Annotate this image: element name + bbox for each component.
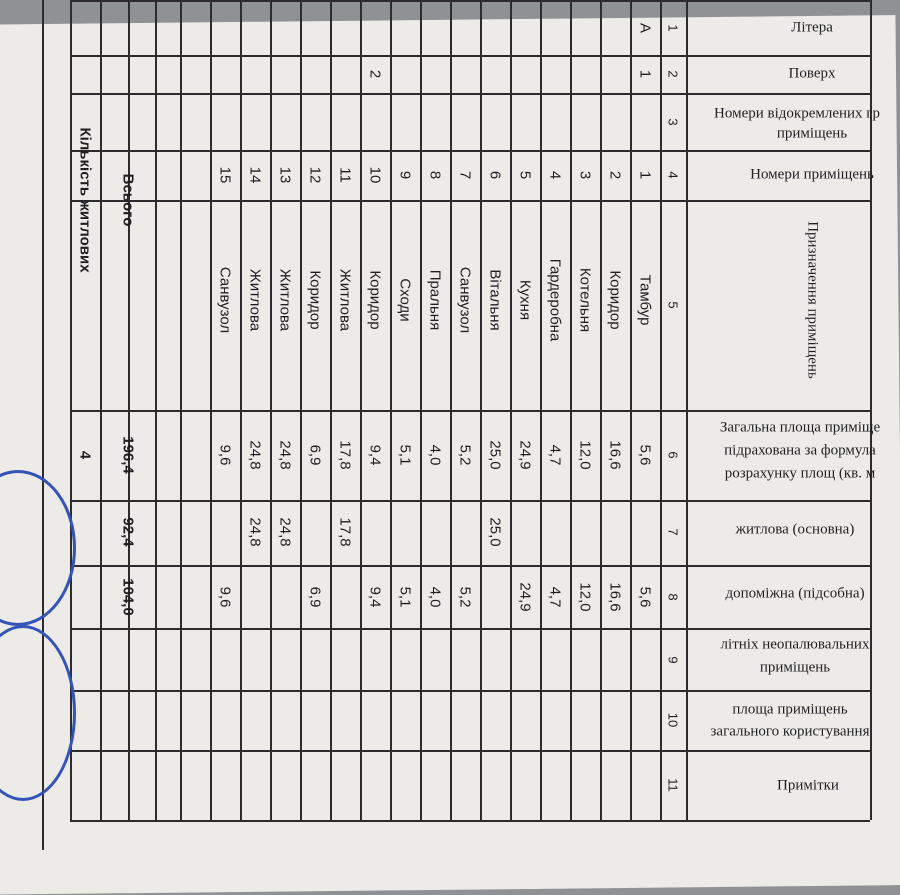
room-name-9: Сходи <box>396 278 414 322</box>
row-line-8 <box>70 628 870 630</box>
room-name-3: Котельня <box>576 267 594 333</box>
room-total-14: 24,8 <box>246 440 264 470</box>
row-line-10 <box>70 750 870 752</box>
header-pryznach: Призначення приміщень <box>804 221 821 379</box>
row-line-9 <box>70 690 870 692</box>
room-total-6: 25,0 <box>486 440 504 470</box>
room-number-1: 1 <box>636 170 654 180</box>
column-number-7: 7 <box>665 528 681 536</box>
header-okremi-2: приміщень <box>776 125 848 142</box>
column-number-6: 6 <box>665 451 681 459</box>
room-aux-8: 4,0 <box>426 586 444 608</box>
room-total-5: 24,9 <box>516 440 534 470</box>
room-number-7: 7 <box>456 170 474 180</box>
column-number-5: 5 <box>665 301 681 309</box>
room-name-6: Вітальня <box>486 269 504 331</box>
room-number-2: 2 <box>606 170 624 180</box>
row-line-4 <box>70 200 870 202</box>
header-prymitky: Примітки <box>777 777 839 794</box>
header-okremi-1: Номери відокремлених гр <box>714 105 880 122</box>
room-total-11: 17,8 <box>336 440 354 470</box>
living-count-label: Кількість житлових <box>76 127 94 273</box>
header-litni-1: літніх неопалювальних <box>720 636 870 653</box>
column-number-8: 8 <box>665 593 681 601</box>
room-total-8: 4,0 <box>426 444 444 466</box>
living-count-value: 4 <box>76 450 94 460</box>
room-total-13: 24,8 <box>276 440 294 470</box>
room-aux-3: 12,0 <box>576 582 594 612</box>
col-line-22 <box>870 0 872 820</box>
column-number-11: 11 <box>665 778 681 792</box>
room-name-11: Житлова <box>336 268 354 332</box>
header-zahalne-1: площа приміщень <box>732 701 848 718</box>
room-total-12: 6,9 <box>306 444 324 466</box>
room-total-15: 9,6 <box>216 444 234 466</box>
room-aux-1: 5,6 <box>636 586 654 608</box>
room-name-10: Коридор <box>366 270 384 330</box>
header-poverkh: Поверх <box>788 65 836 82</box>
room-aux-4: 4,7 <box>546 586 564 608</box>
room-aux-7: 5,2 <box>456 586 474 608</box>
room-living-11: 17,8 <box>336 517 354 547</box>
room-name-2: Коридор <box>606 270 624 330</box>
room-name-1: Тамбур <box>636 274 654 326</box>
header-zahalne-2: загального користування <box>710 723 870 740</box>
room-number-4: 4 <box>546 170 564 180</box>
room-name-14: Житлова <box>246 268 264 332</box>
room-number-9: 9 <box>396 170 414 180</box>
row-line-2 <box>70 93 870 95</box>
total-aux: 104,0 <box>119 578 137 616</box>
room-living-6: 25,0 <box>486 517 504 547</box>
room-aux-9: 5,1 <box>396 586 414 608</box>
room-number-13: 13 <box>276 166 294 184</box>
room-total-4: 4,7 <box>546 444 564 466</box>
room-name-7: Санвузол <box>456 266 474 334</box>
room-number-6: 6 <box>486 170 504 180</box>
column-number-3: 3 <box>665 118 681 126</box>
header-litera: Літера <box>791 19 833 36</box>
row-line-5 <box>70 410 870 412</box>
room-number-3: 3 <box>576 170 594 180</box>
room-total-9: 5,1 <box>396 444 414 466</box>
row-line-3 <box>70 150 870 152</box>
cell-floor-1: 1 <box>636 69 654 79</box>
header-zhytlova: житлова (основна) <box>735 521 855 538</box>
column-number-1: 1 <box>665 24 681 32</box>
room-aux-5: 24,9 <box>516 582 534 612</box>
room-aux-10: 9,4 <box>366 586 384 608</box>
row-line-1 <box>70 55 870 57</box>
row-line-11 <box>70 820 870 822</box>
room-number-15: 15 <box>216 166 234 184</box>
total-area: 196,4 <box>119 436 137 474</box>
row-line-6 <box>70 500 870 502</box>
column-number-4: 4 <box>665 171 681 179</box>
total-label: Всього <box>119 173 137 227</box>
row-line-7 <box>70 565 870 567</box>
column-number-10: 10 <box>665 712 681 728</box>
room-name-13: Житлова <box>276 268 294 332</box>
room-living-13: 24,8 <box>276 517 294 547</box>
room-number-5: 5 <box>516 170 534 180</box>
row-line-0 <box>70 0 870 2</box>
room-total-1: 5,6 <box>636 444 654 466</box>
room-total-10: 9,4 <box>366 444 384 466</box>
room-number-14: 14 <box>246 166 264 184</box>
room-name-15: Санвузол <box>216 266 234 334</box>
room-number-11: 11 <box>336 167 354 183</box>
room-name-12: Коридор <box>306 270 324 330</box>
header-zahalna-3: розрахунку площ (кв. м <box>724 465 876 482</box>
total-living: 92,4 <box>119 517 137 547</box>
cell-floor-2: 2 <box>366 69 384 79</box>
room-total-3: 12,0 <box>576 440 594 470</box>
room-living-14: 24,8 <box>246 517 264 547</box>
header-litni-2: приміщень <box>759 659 831 676</box>
room-aux-12: 6,9 <box>306 586 324 608</box>
room-name-5: Кухня <box>516 279 534 321</box>
room-name-8: Пральня <box>426 269 444 331</box>
room-number-8: 8 <box>426 170 444 180</box>
room-aux-15: 9,6 <box>216 586 234 608</box>
cell-litera: А <box>636 22 654 34</box>
room-total-2: 16,6 <box>606 440 624 470</box>
header-zahalna-2: підрахована за формула <box>724 442 876 459</box>
room-total-7: 5,2 <box>456 444 474 466</box>
room-aux-2: 16,6 <box>606 582 624 612</box>
header-nomery: Номери приміщень <box>750 166 874 183</box>
header-zahalna-1: Загальна площа приміще <box>719 419 881 436</box>
column-number-9: 9 <box>665 656 681 664</box>
room-number-12: 12 <box>306 166 324 184</box>
room-number-10: 10 <box>366 166 384 184</box>
column-number-2: 2 <box>665 70 681 78</box>
header-dopomizhna: допоміжна (підсобна) <box>725 585 865 602</box>
room-name-4: Гардеробна <box>546 258 564 342</box>
